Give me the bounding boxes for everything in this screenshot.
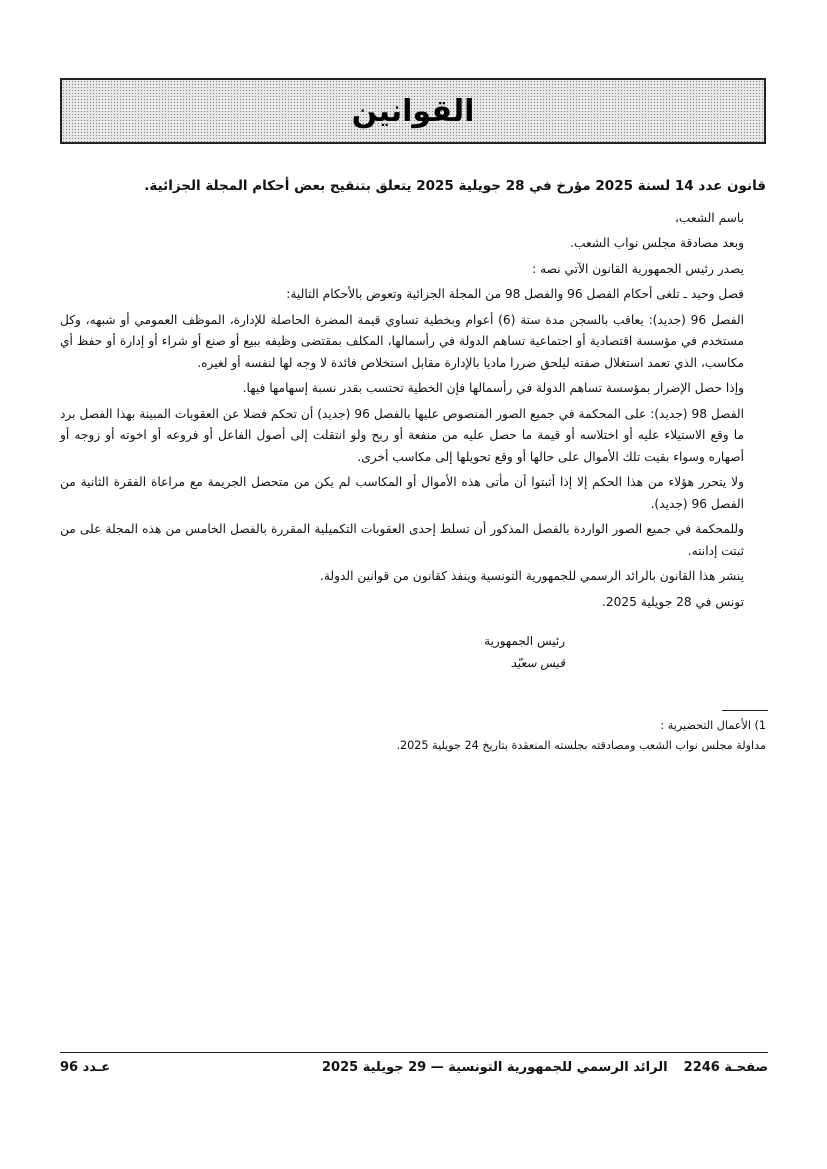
article-98-paragraph-2: ولا يتحرر هؤلاء من هذا الحكم إلا إذا أثبتوا أن مأتى هذه الأموال أو المكاسب لم يكن من متحصل الجريمة مع مراعاة الفقرة الثانية من الفصل 96 (جديد).	[60, 475, 744, 511]
intro-promulgation: يصدر رئيس الجمهورية القانون الآتي نصه :	[532, 261, 744, 276]
section-header-banner	[60, 78, 766, 144]
footnote-text: مداولة مجلس نواب الشعب ومصادقته بجلسته المنعقدة بتاريخ 24 جويلية 2025.	[396, 739, 766, 752]
sole-article: فصل وحيد ـ تلغى أحكام الفصل 96 والفصل 98 من المجلة الجزائية وتعوض بالأحكام التالية:	[286, 287, 744, 301]
page-footer	[60, 1060, 768, 1084]
article-98-paragraph-1: الفصل 98 (جديد): على المحكمة في جميع الصور المنصوص عليها بالفصل 96 (جديد) أن تحكم فضلا عن العقوبات المبينة بهذا الفصل برد ما وقع الاستيلاء عليه أو اختلاسه أو قيمة ما حصل عليه من منفعة أو ربح ولو انتقلت إلى أصول الفاعل أو فروعه أو اخوته أو زوجه أو أصهاره وسواء بقيت تلك الأموال على حالها أو وقع تحويلها إلى مكاسب أخرى.	[60, 406, 744, 464]
law-title: قانون عدد 14 لسنة 2025 مؤرخ في 28 جويلية 2025 يتعلق بتنقيح بعض أحكام المجلة الجزائية.	[144, 178, 766, 194]
signature-name: قيس سعيّد	[510, 656, 565, 670]
intro-assembly-approval: وبعد مصادقة مجلس نواب الشعب.	[570, 236, 744, 250]
publication-clause: ينشر هذا القانون بالرائد الرسمي للجمهورية التونسية وينفذ كقانون من قوانين الدولة.	[319, 569, 744, 583]
article-96-paragraph-1: الفصل 96 (جديد): يعاقب بالسجن مدة ستة (6) أعوام وبخطية تساوي قيمة المضرة الحاصلة للإدارة، الموظف العمومي أو شبهه، وكل مستخدم في مؤسسة اقتصادية أو اجتماعية تساهم الدولة في رأسمالها، المكلف بمقتضى وظيفه ببيع أو صنع أو شراء أو إدارة أو حفظ أي مكاسب، الذي تعمد استغلال صفته ليلحق ضررا ماديا بالإدارة مقابل استخلاص فائدة لا وجه لها لنفسه أو لغيره.	[60, 312, 745, 370]
footer-page-number: صفحـة 2246	[683, 1060, 768, 1075]
article-98-paragraph-3: وللمحكمة في جميع الصور الواردة بالفصل المذكور أن تسلط إحدى العقوبات التكميلية المقررة بالفصل الخامس من هذه المجلة على من ثبتت إدانته.	[60, 522, 744, 558]
section-title: القوانين	[351, 93, 475, 129]
signature-block	[455, 630, 565, 674]
footer-divider	[60, 1052, 768, 1053]
signature-role: رئيس الجمهورية	[484, 634, 565, 648]
footer-journal-title: الرائد الرسمي للجمهورية التونسية — 29 جويلية 2025	[322, 1060, 668, 1075]
article-96-paragraph-2: وإذا حصل الإضرار بمؤسسة تساهم الدولة في رأسمالها فإن الخطية تحتسب بقدر نسبة إسهامها فيها.	[242, 381, 744, 395]
place-and-date: تونس في 28 جويلية 2025.	[602, 594, 744, 609]
footer-issue-number: عـدد 96	[60, 1060, 111, 1075]
law-body	[60, 176, 766, 617]
footnote-divider	[722, 710, 768, 711]
intro-in-name-of-people: باسم الشعب،	[674, 210, 744, 225]
footnote-label: 1) الأعمال التحضيرية :	[660, 719, 766, 732]
footnotes	[60, 716, 766, 756]
